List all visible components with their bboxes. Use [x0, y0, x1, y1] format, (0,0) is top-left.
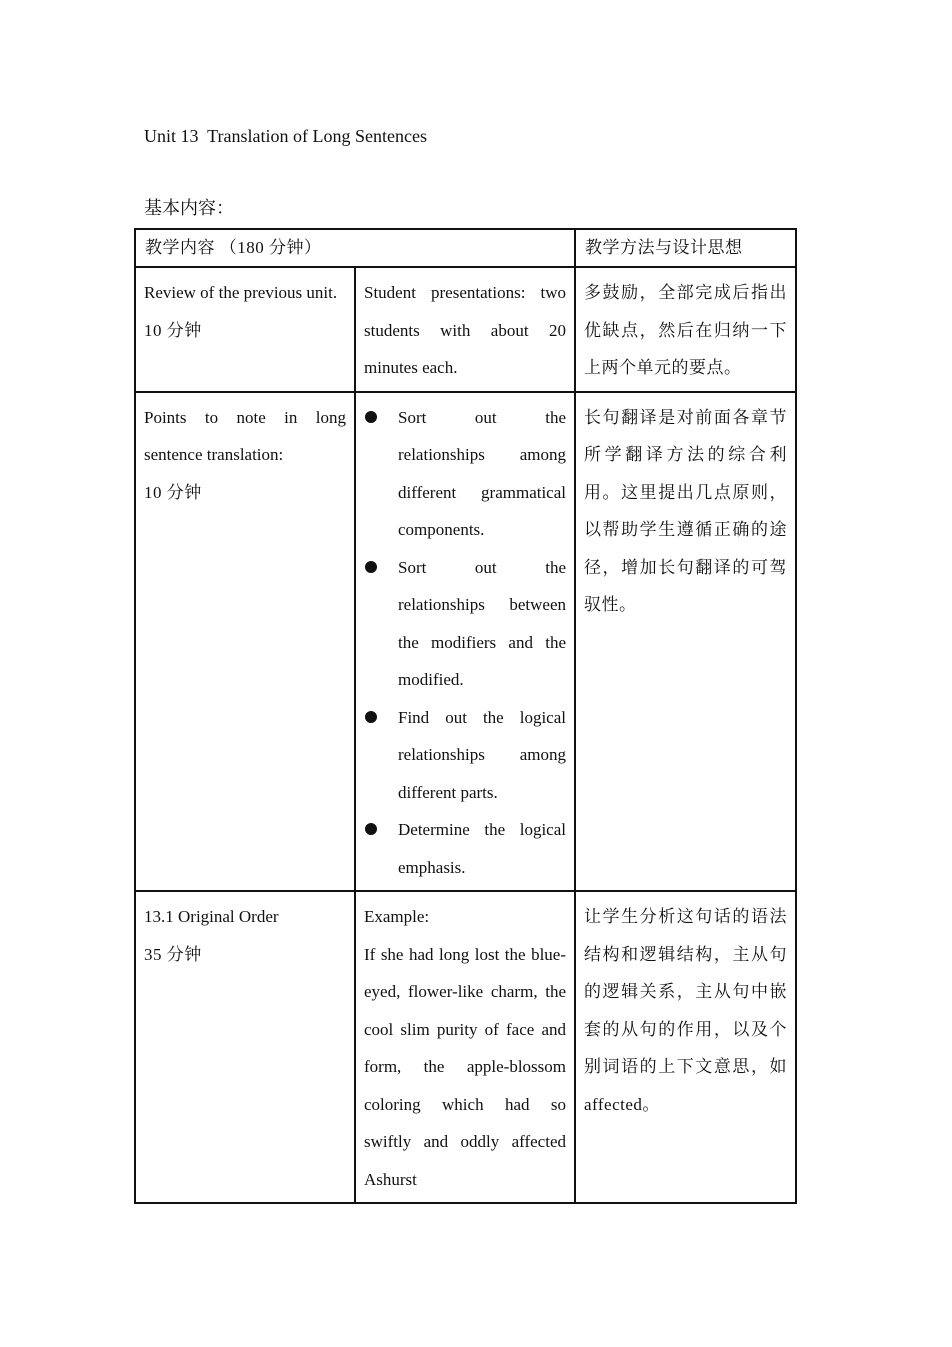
bullet-list	[364, 399, 566, 887]
topic-cell	[135, 392, 355, 892]
method-cell: 让学生分析这句话的语法结构和逻辑结构，主从句的逻辑关系，主从句中嵌套的从句的作用，以及个别词语的上下文意思，如 affected。	[575, 891, 796, 1203]
list-item: Sort out the relationships between the modifiers and the modified.	[364, 549, 566, 699]
example-text: If she had long lost the blue-eyed, flower-like charm, the cool slim purity of face and form, the apple-blossom coloring which had so swiftly and oddly affected Ashurst	[364, 944, 566, 1189]
lesson-plan-table	[134, 228, 797, 1204]
topic-cell	[135, 891, 355, 1203]
detail-cell	[355, 392, 575, 892]
table-row	[135, 891, 796, 1203]
detail-cell: Student presentations: two students with about 20 minutes each.	[355, 267, 575, 392]
example-label: Example:	[364, 907, 430, 926]
list-item: Determine the logical emphasis.	[364, 811, 566, 886]
table-row	[135, 267, 796, 392]
table-header-row	[135, 229, 796, 267]
detail-cell	[355, 891, 575, 1203]
document-title: Unit 13 Translation of Long Sentences	[144, 126, 427, 146]
duration-text: 35 分钟	[144, 944, 202, 964]
duration-text: 10 分钟	[144, 482, 202, 502]
header-content-cell: 教学内容 （180 分钟）	[135, 229, 575, 267]
method-cell: 长句翻译是对前面各章节所学翻译方法的综合利用。这里提出几点原则，以帮助学生遵循正确的途径，增加长句翻译的可驾驭性。	[575, 392, 796, 892]
table-row	[135, 392, 796, 892]
topic-text: 13.1 Original Order	[144, 907, 279, 926]
topic-text: Points to note in long sentence translation:	[144, 407, 346, 464]
header-method-cell: 教学方法与设计思想	[575, 229, 796, 267]
section-label: 基本内容：	[144, 198, 234, 218]
method-cell: 多鼓励，全部完成后指出优缺点，然后在归纳一下上两个单元的要点。	[575, 267, 796, 392]
topic-text: Review of the previous unit.	[144, 283, 338, 302]
duration-text: 10 分钟	[144, 320, 202, 340]
list-item: Sort out the relationships among different grammatical components.	[364, 399, 566, 549]
topic-cell	[135, 267, 355, 392]
list-item: Find out the logical relationships among different parts.	[364, 699, 566, 812]
